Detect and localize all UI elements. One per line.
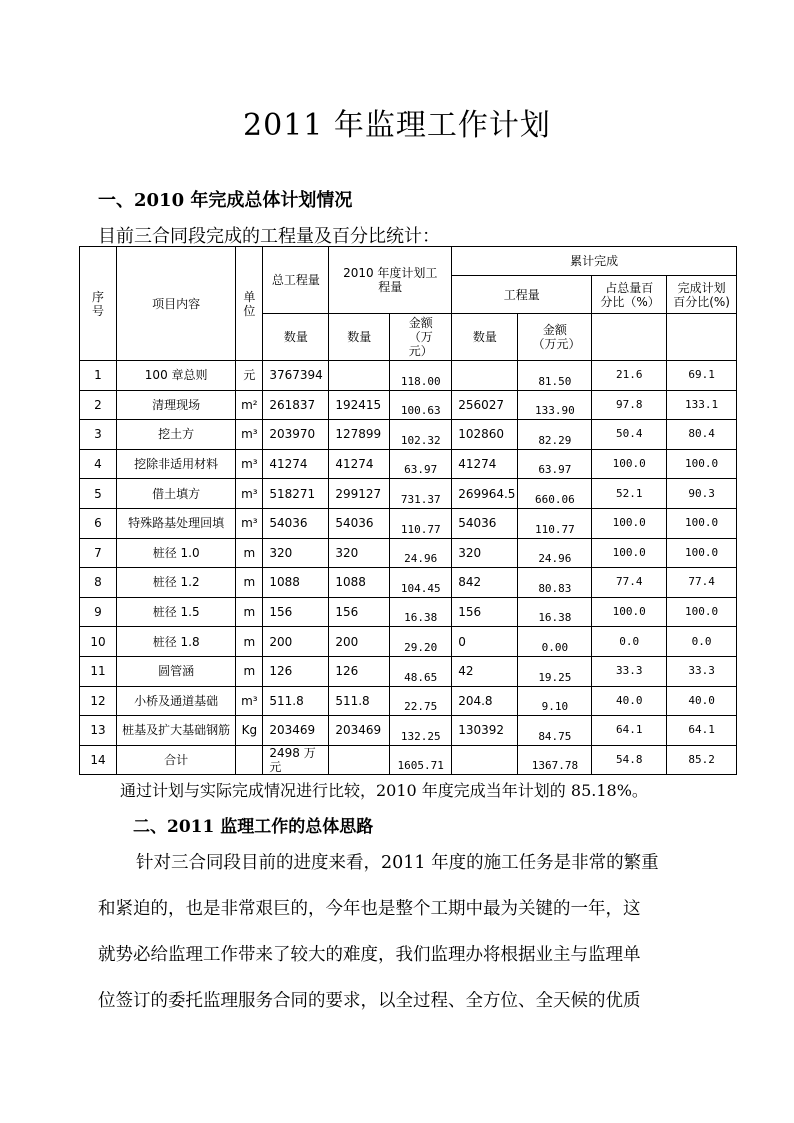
cell-cum-amount: 84.75	[518, 716, 592, 746]
cell-seq: 2	[80, 390, 117, 420]
cell-unit: m	[236, 538, 263, 568]
table-row	[80, 361, 737, 391]
cell-unit: m³	[236, 686, 263, 716]
table-row	[80, 508, 737, 538]
cell-item: 挖除非适用材料	[116, 449, 235, 479]
header-pct-plan: 完成计划百分比(%)	[667, 276, 737, 314]
cell-pct-total: 100.0	[592, 449, 667, 479]
cell-cum-qty: 842	[452, 568, 518, 598]
cell-unit: m	[236, 597, 263, 627]
cell-unit: m	[236, 568, 263, 598]
cell-pct-total: 0.0	[592, 627, 667, 657]
cell-seq: 13	[80, 716, 117, 746]
cell-plan-amount: 102.32	[390, 420, 452, 450]
cell-total: 2498 万元	[263, 745, 329, 775]
cell-total: 41274	[263, 449, 329, 479]
cell-plan-amount: 110.77	[390, 508, 452, 538]
cell-cum-qty: 204.8	[452, 686, 518, 716]
cell-cum-qty: 320	[452, 538, 518, 568]
header-cum-qty: 数量	[452, 314, 518, 361]
cell-cum-qty: 156	[452, 597, 518, 627]
cell-plan-qty: 1088	[329, 568, 390, 598]
cell-item: 100 章总则	[116, 361, 235, 391]
cell-plan-amount: 100.63	[390, 390, 452, 420]
cell-total: 203970	[263, 420, 329, 450]
cell-cum-qty: 54036	[452, 508, 518, 538]
cell-pct-total: 33.3	[592, 656, 667, 686]
cell-item: 特殊路基处理回填	[116, 508, 235, 538]
header-qty: 数量	[263, 314, 329, 361]
cell-plan-amount: 22.75	[390, 686, 452, 716]
cell-item: 借土填方	[116, 479, 235, 509]
cell-item: 桩径 1.0	[116, 538, 235, 568]
cell-seq: 1	[80, 361, 117, 391]
cell-pct-total: 21.6	[592, 361, 667, 391]
table-row	[80, 597, 737, 627]
cell-pct-plan: 100.0	[667, 538, 737, 568]
cell-seq: 4	[80, 449, 117, 479]
cell-total: 1088	[263, 568, 329, 598]
header-plan-2010: 2010 年度计划工程量	[329, 247, 452, 314]
cell-total: 320	[263, 538, 329, 568]
table-row	[80, 716, 737, 746]
cell-plan-qty	[329, 361, 390, 391]
cell-pct-plan: 0.0	[667, 627, 737, 657]
cell-cum-qty: 256027	[452, 390, 518, 420]
header-seq: 序号	[80, 247, 117, 361]
cell-item: 挖土方	[116, 420, 235, 450]
cell-total: 200	[263, 627, 329, 657]
cell-pct-plan: 100.0	[667, 597, 737, 627]
cell-total: 54036	[263, 508, 329, 538]
cell-plan-qty	[329, 745, 390, 775]
cell-pct-total: 40.0	[592, 686, 667, 716]
cell-pct-plan: 100.0	[667, 508, 737, 538]
cell-total: 156	[263, 597, 329, 627]
section-1-heading: 一、2010 年完成总体计划情况	[98, 190, 353, 211]
cell-plan-qty: 156	[329, 597, 390, 627]
cell-pct-total: 52.1	[592, 479, 667, 509]
cell-total: 511.8	[263, 686, 329, 716]
section-1-intro: 目前三合同段完成的工程量及百分比统计：	[98, 226, 440, 247]
cell-pct-total: 64.1	[592, 716, 667, 746]
cell-item: 桩径 1.5	[116, 597, 235, 627]
cell-cum-qty: 0	[452, 627, 518, 657]
table-row	[80, 686, 737, 716]
cell-plan-qty: 299127	[329, 479, 390, 509]
cell-plan-amount: 24.96	[390, 538, 452, 568]
section-2-body	[98, 848, 718, 1032]
cell-total: 3767394	[263, 361, 329, 391]
cell-cum-qty: 269964.5	[452, 479, 518, 509]
table-row	[80, 568, 737, 598]
page-title: 2011 年监理工作计划	[243, 108, 551, 143]
cell-pct-total: 100.0	[592, 538, 667, 568]
cell-plan-qty: 200	[329, 627, 390, 657]
table-row	[80, 449, 737, 479]
cell-unit: m³	[236, 449, 263, 479]
cell-item: 桩径 1.8	[116, 627, 235, 657]
header-plan-amount: 金额（万元）	[390, 314, 452, 361]
cell-seq: 10	[80, 627, 117, 657]
cell-seq: 5	[80, 479, 117, 509]
header-blank-2	[667, 314, 737, 361]
cell-pct-total: 97.8	[592, 390, 667, 420]
table-row	[80, 745, 737, 775]
cell-plan-amount: 1605.71	[390, 745, 452, 775]
cell-plan-amount: 104.45	[390, 568, 452, 598]
cell-cum-amount: 16.38	[518, 597, 592, 627]
cell-unit: m³	[236, 508, 263, 538]
cell-seq: 14	[80, 745, 117, 775]
cell-total: 261837	[263, 390, 329, 420]
cell-unit: m	[236, 656, 263, 686]
cell-item: 桩径 1.2	[116, 568, 235, 598]
cell-plan-qty: 126	[329, 656, 390, 686]
cell-seq: 8	[80, 568, 117, 598]
header-cum-amount: 金额（万元）	[518, 314, 592, 361]
cell-pct-plan: 100.0	[667, 449, 737, 479]
cell-item: 桩基及扩大基础钢筋	[116, 716, 235, 746]
cell-plan-qty: 203469	[329, 716, 390, 746]
cell-cum-qty: 41274	[452, 449, 518, 479]
cell-unit: m	[236, 627, 263, 657]
cell-unit: 元	[236, 361, 263, 391]
body-line: 针对三合同段目前的进度来看，2011 年度的施工任务是非常的繁重	[136, 853, 659, 873]
header-total: 总工程量	[263, 247, 329, 314]
cell-seq: 9	[80, 597, 117, 627]
section-2-heading: 二、2011 监理工作的总体思路	[133, 817, 374, 837]
cell-pct-plan: 77.4	[667, 568, 737, 598]
cell-pct-total: 100.0	[592, 597, 667, 627]
cell-unit: m³	[236, 479, 263, 509]
cell-pct-total: 77.4	[592, 568, 667, 598]
body-line: 位签订的委托监理服务合同的要求，以全过程、全方位、全天候的优质	[98, 991, 641, 1011]
cell-cum-amount: 81.50	[518, 361, 592, 391]
cell-pct-plan: 90.3	[667, 479, 737, 509]
cell-seq: 3	[80, 420, 117, 450]
cell-plan-qty: 41274	[329, 449, 390, 479]
cell-plan-amount: 63.97	[390, 449, 452, 479]
cell-total: 126	[263, 656, 329, 686]
header-cumulative: 累计完成	[452, 247, 737, 276]
cell-plan-amount: 29.20	[390, 627, 452, 657]
cell-pct-total: 50.4	[592, 420, 667, 450]
cell-cum-amount: 0.00	[518, 627, 592, 657]
cell-pct-plan: 85.2	[667, 745, 737, 775]
cell-plan-qty: 127899	[329, 420, 390, 450]
header-quantity-group: 工程量	[452, 276, 592, 314]
cell-unit: Kg	[236, 716, 263, 746]
cell-cum-amount: 19.25	[518, 656, 592, 686]
body-line: 就势必给监理工作带来了较大的难度，我们监理办将根据业主与监理单	[98, 945, 641, 965]
cell-plan-amount: 48.65	[390, 656, 452, 686]
cell-cum-amount: 63.97	[518, 449, 592, 479]
cell-cum-amount: 80.83	[518, 568, 592, 598]
cell-seq: 6	[80, 508, 117, 538]
cell-plan-qty: 320	[329, 538, 390, 568]
cell-plan-amount: 118.00	[390, 361, 452, 391]
progress-table	[79, 246, 737, 775]
table-row	[80, 479, 737, 509]
cell-plan-qty: 192415	[329, 390, 390, 420]
cell-item: 清理现场	[116, 390, 235, 420]
cell-item: 合计	[116, 745, 235, 775]
cell-pct-total: 54.8	[592, 745, 667, 775]
table-row	[80, 420, 737, 450]
cell-cum-qty: 130392	[452, 716, 518, 746]
cell-cum-amount: 133.90	[518, 390, 592, 420]
cell-seq: 11	[80, 656, 117, 686]
cell-seq: 12	[80, 686, 117, 716]
cell-cum-amount: 82.29	[518, 420, 592, 450]
cell-seq: 7	[80, 538, 117, 568]
table-row	[80, 656, 737, 686]
cell-pct-plan: 80.4	[667, 420, 737, 450]
header-item: 项目内容	[116, 247, 235, 361]
cell-pct-plan: 33.3	[667, 656, 737, 686]
cell-plan-amount: 731.37	[390, 479, 452, 509]
cell-plan-amount: 132.25	[390, 716, 452, 746]
cell-unit: m²	[236, 390, 263, 420]
table-row	[80, 627, 737, 657]
cell-pct-plan: 40.0	[667, 686, 737, 716]
header-unit: 单位	[236, 247, 263, 361]
cell-total: 518271	[263, 479, 329, 509]
cell-cum-qty	[452, 745, 518, 775]
cell-total: 203469	[263, 716, 329, 746]
cell-item: 小桥及通道基础	[116, 686, 235, 716]
cell-cum-amount: 660.06	[518, 479, 592, 509]
cell-item: 圆管涵	[116, 656, 235, 686]
cell-plan-qty: 511.8	[329, 686, 390, 716]
summary-paragraph: 通过计划与实际完成情况进行比较，2010 年度完成当年计划的 85.18%。	[120, 781, 648, 800]
cell-unit: m³	[236, 420, 263, 450]
cell-cum-amount: 24.96	[518, 538, 592, 568]
header-pct-total: 占总量百分比（%）	[592, 276, 667, 314]
cell-pct-plan: 133.1	[667, 390, 737, 420]
cell-cum-amount: 9.10	[518, 686, 592, 716]
cell-cum-amount: 110.77	[518, 508, 592, 538]
cell-plan-amount: 16.38	[390, 597, 452, 627]
cell-cum-qty: 42	[452, 656, 518, 686]
table-row	[80, 390, 737, 420]
cell-pct-total: 100.0	[592, 508, 667, 538]
cell-pct-plan: 69.1	[667, 361, 737, 391]
cell-cum-qty	[452, 361, 518, 391]
cell-plan-qty: 54036	[329, 508, 390, 538]
cell-cum-qty: 102860	[452, 420, 518, 450]
cell-pct-plan: 64.1	[667, 716, 737, 746]
cell-unit	[236, 745, 263, 775]
header-plan-qty: 数量	[329, 314, 390, 361]
body-line: 和紧迫的，也是非常艰巨的，今年也是整个工期中最为关键的一年，这	[98, 899, 641, 919]
table-row	[80, 538, 737, 568]
cell-cum-amount: 1367.78	[518, 745, 592, 775]
header-blank-1	[592, 314, 667, 361]
